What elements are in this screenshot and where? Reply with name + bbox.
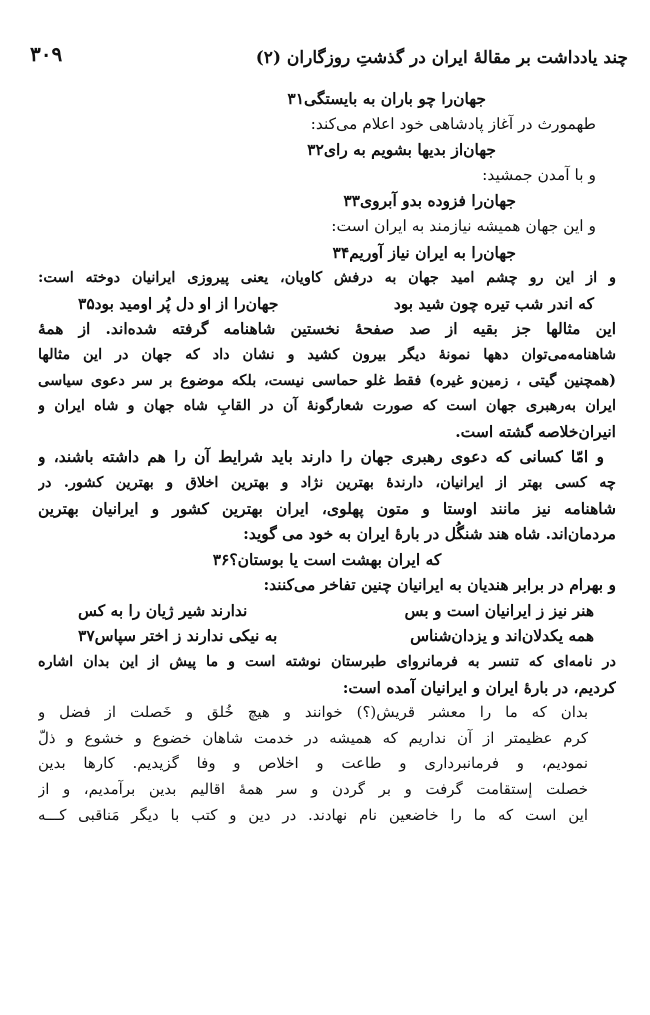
couplet-hemistich: که اندر شب تیره چون شید بود: [393, 293, 594, 313]
text-line: (همچنین گیتی ، زمین‌و غیره) فقط غلو حماسی نیست، بلکه موضوع بر سر دعوی سیاسی: [38, 371, 616, 389]
text-line: این مثالها جز بقیه از صد صفحهٔ نخستین شاهنامه گرفته شده‌اند. از همهٔ: [38, 319, 616, 339]
text-line: چه کسی بهتر از ایرانیان، دارندهٔ بهترین نژاد و بهترین اخلاق و بهترین کشور. در: [38, 473, 616, 491]
quote-line: کرم عظیمتر از آن نداریم که همیشه در خدمت شاهان خضوع و خشوع و ذلّ: [38, 728, 588, 747]
couplet-hemistich: همه یکدلان‌اند و یزدان‌شناس: [410, 626, 594, 646]
verse-couplet: [38, 623, 616, 649]
text-line: در نامه‌ای که تنسر به فرمانروای طبرستان نوشته است و ما پیش از این بدان اشاره: [38, 653, 616, 671]
couplet-hemistich: به نیکی ندارند ز اختر سپاس۳۷: [78, 626, 278, 646]
verse-line: که ایران بهشت است یا بوستان؟۳۶: [212, 549, 442, 569]
text-line: انیران‌خلاصه گشته است.: [455, 421, 616, 441]
quote-line: این است که ما را خاضعین نام نهادند. در دین و کتب با دیگر مَناقبی کـــه: [38, 805, 588, 824]
page-number: ۳۰۹: [30, 42, 63, 66]
quote-line: نمودیم، و فرمانبرداری و طاعت و اخلاص و وفا گزیدیم. کارها بدین: [38, 754, 588, 773]
text-line: و از این رو چشم امید جهان به درفش کاویان، یعنی پیروزی ایرانیان دوخته است:: [38, 269, 616, 287]
text-line: ایران به‌رهبری جهان است که صورت شعارگونهٔ آن در القابِ شاه جهان و شاه ایران و: [38, 397, 616, 415]
verse-couplet: [38, 598, 616, 624]
text-line: و با آمدن جمشید:: [482, 165, 596, 184]
text-line: شاهنامه‌می‌توان دهها نمونهٔ دیگر بیرون کشید و نشان داد که جهان در این مثالها: [38, 345, 616, 363]
text-line: کردیم، در بارهٔ ایران و ایرانیان آمده است:: [342, 677, 616, 697]
couplet-hemistich: هنر نیز ز ایرانیان است و بس: [404, 600, 594, 620]
text-line: و این جهان همیشه نیازمند به ایران است:: [331, 216, 596, 235]
text-line: و امّا کسانی که دعوی رهبری جهان را دارند باید شرایط آن را هم داشته باشند، و: [38, 447, 604, 467]
verse-line: جهان‌از بدیها بشویم به رای۳۲: [307, 140, 496, 160]
quote-line: بدان که ما را معشر قریش(؟) خوانند و هیچ خُلق و خَصلت از فضل و: [38, 703, 588, 722]
running-head: چند یادداشت بر مقالهٔ ایران در گذشتِ روزگاران (۲): [255, 48, 628, 68]
page-header: [30, 42, 628, 78]
verse-line: جهان‌را فزوده بدو آبروی۳۳: [343, 191, 516, 211]
text-line: و بهرام در برابر هندیان به ایرانیان چنین تفاخر می‌کنند:: [263, 575, 616, 595]
verse-line: جهان‌را چو باران به بایستگی۳۱: [287, 89, 486, 108]
body-text: [38, 86, 616, 828]
couplet-hemistich: ندارند شیر ژیان را به کس: [78, 600, 248, 620]
couplet-hemistich: جهان‌را از او دل پُر اومید بود۳۵: [78, 293, 279, 313]
text-line: مردمان‌اند. شاه هند شنگُل در بارهٔ ایران به خود می گوید:: [243, 524, 616, 544]
verse-line: جهان‌را به ایران نیاز آوریم۳۴: [332, 242, 516, 262]
text-line: طهمورث در آغاز پادشاهی خود اعلام می‌کند:: [310, 114, 596, 133]
verse-couplet: [38, 291, 616, 317]
text-line: شاهنامه نیز مانند اوستا و متون پهلوی، ایران بهترین کشور و ایرانیان بهترین: [38, 498, 616, 518]
quote-line: خصلت إستقامت گرفت و بر گردن و سر همهٔ اقالیم بدین برآمدیم، و از: [38, 780, 588, 799]
